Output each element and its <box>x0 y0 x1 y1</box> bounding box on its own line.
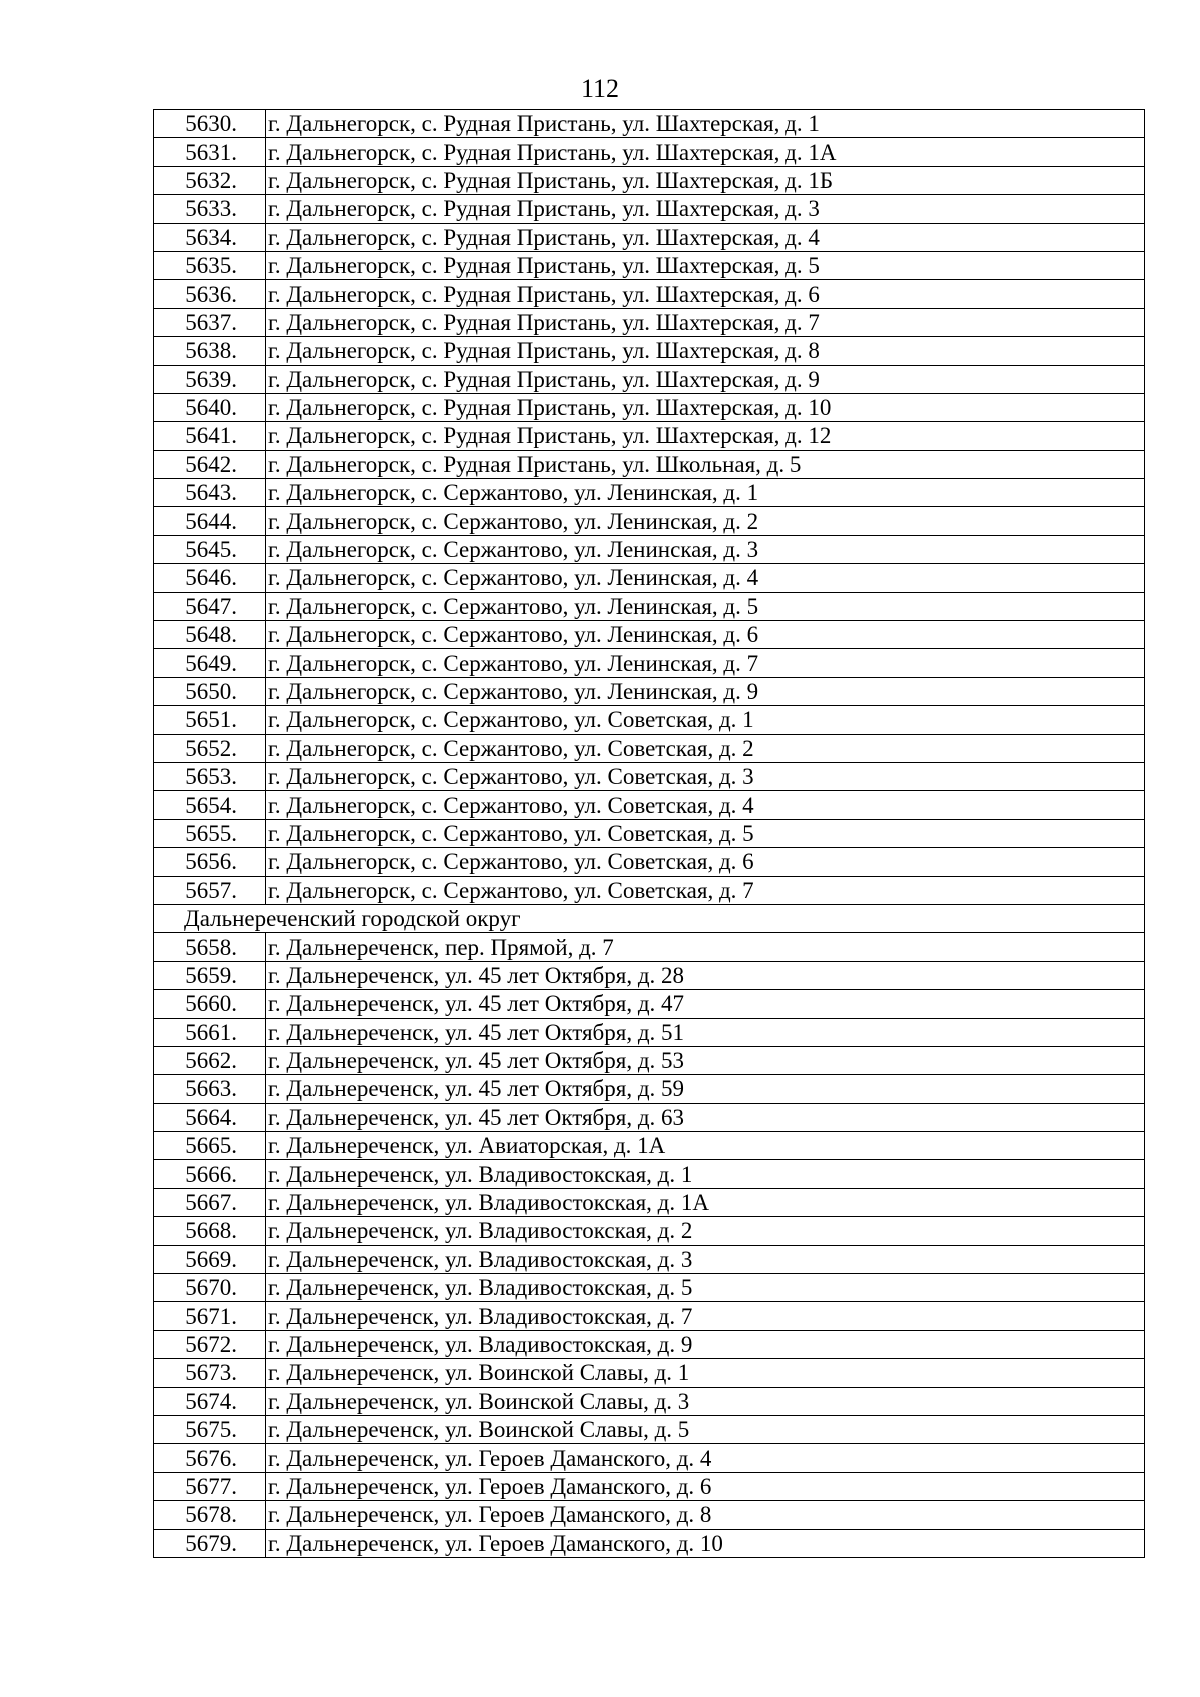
row-number: 5646. <box>154 564 266 592</box>
table-row <box>154 621 1145 649</box>
row-address: г. Дальнегорск, с. Сержантово, ул. Ленинская, д. 9 <box>266 677 1145 705</box>
row-number: 5639. <box>154 365 266 393</box>
row-number: 5645. <box>154 535 266 563</box>
row-address: г. Дальнереченск, ул. Владивостокская, д. 2 <box>266 1217 1145 1245</box>
table-row <box>154 1330 1145 1358</box>
table-row <box>154 1046 1145 1074</box>
row-address: г. Дальнереченск, ул. Владивостокская, д. 7 <box>266 1302 1145 1330</box>
table-body <box>154 110 1145 1558</box>
table-row <box>154 1245 1145 1273</box>
table-row <box>154 251 1145 279</box>
row-number: 5666. <box>154 1160 266 1188</box>
row-address: г. Дальнегорск, с. Сержантово, ул. Советская, д. 3 <box>266 762 1145 790</box>
table-row <box>154 223 1145 251</box>
row-number: 5665. <box>154 1132 266 1160</box>
row-number: 5654. <box>154 791 266 819</box>
row-number: 5668. <box>154 1217 266 1245</box>
row-address: г. Дальнереченск, пер. Прямой, д. 7 <box>266 933 1145 961</box>
table-row <box>154 1160 1145 1188</box>
table-row <box>154 422 1145 450</box>
table-row <box>154 337 1145 365</box>
row-number: 5648. <box>154 621 266 649</box>
table-row <box>154 393 1145 421</box>
row-number: 5671. <box>154 1302 266 1330</box>
row-address: г. Дальнереченск, ул. Героев Даманского, д. 4 <box>266 1444 1145 1472</box>
row-number: 5669. <box>154 1245 266 1273</box>
row-number: 5632. <box>154 166 266 194</box>
row-number: 5661. <box>154 1018 266 1046</box>
row-address: г. Дальнегорск, с. Рудная Пристань, ул. Школьная, д. 5 <box>266 450 1145 478</box>
row-address: г. Дальнегорск, с. Рудная Пристань, ул. Шахтерская, д. 3 <box>266 195 1145 223</box>
table-row <box>154 706 1145 734</box>
table-row <box>154 1501 1145 1529</box>
row-number: 5676. <box>154 1444 266 1472</box>
row-number: 5649. <box>154 649 266 677</box>
row-address: г. Дальнереченск, ул. Героев Даманского, д. 6 <box>266 1472 1145 1500</box>
table-row <box>154 734 1145 762</box>
row-address: г. Дальнегорск, с. Сержантово, ул. Советская, д. 7 <box>266 876 1145 904</box>
row-number: 5673. <box>154 1359 266 1387</box>
table-row <box>154 110 1145 138</box>
table-row <box>154 365 1145 393</box>
section-title: Дальнереченский городской округ <box>154 904 1145 932</box>
row-address: г. Дальнереченск, ул. Воинской Славы, д. 1 <box>266 1359 1145 1387</box>
table-row <box>154 1359 1145 1387</box>
row-number: 5672. <box>154 1330 266 1358</box>
row-number: 5659. <box>154 961 266 989</box>
row-address: г. Дальнереченск, ул. Авиаторская, д. 1А <box>266 1132 1145 1160</box>
table-row <box>154 280 1145 308</box>
table-row <box>154 762 1145 790</box>
table-row <box>154 1302 1145 1330</box>
table-row <box>154 450 1145 478</box>
row-number: 5650. <box>154 677 266 705</box>
table-row <box>154 1018 1145 1046</box>
table-row <box>154 1415 1145 1443</box>
row-number: 5662. <box>154 1046 266 1074</box>
table-row <box>154 1387 1145 1415</box>
row-address: г. Дальнереченск, ул. Владивостокская, д. 1А <box>266 1188 1145 1216</box>
row-number: 5653. <box>154 762 266 790</box>
row-address: г. Дальнегорск, с. Сержантово, ул. Ленинская, д. 4 <box>266 564 1145 592</box>
table-row <box>154 1472 1145 1500</box>
row-address: г. Дальнегорск, с. Сержантово, ул. Советская, д. 2 <box>266 734 1145 762</box>
row-address: г. Дальнегорск, с. Сержантово, ул. Ленинская, д. 2 <box>266 507 1145 535</box>
row-address: г. Дальнегорск, с. Рудная Пристань, ул. Шахтерская, д. 12 <box>266 422 1145 450</box>
row-number: 5677. <box>154 1472 266 1500</box>
row-number: 5674. <box>154 1387 266 1415</box>
row-address: г. Дальнереченск, ул. Владивостокская, д. 9 <box>266 1330 1145 1358</box>
row-number: 5634. <box>154 223 266 251</box>
row-number: 5635. <box>154 251 266 279</box>
row-number: 5643. <box>154 479 266 507</box>
row-address: г. Дальнегорск, с. Сержантово, ул. Ленинская, д. 3 <box>266 535 1145 563</box>
table-row <box>154 649 1145 677</box>
row-address: г. Дальнегорск, с. Рудная Пристань, ул. Шахтерская, д. 7 <box>266 308 1145 336</box>
table-row <box>154 961 1145 989</box>
table-row <box>154 848 1145 876</box>
page-number: 112 <box>580 74 620 103</box>
row-address: г. Дальнегорск, с. Рудная Пристань, ул. Шахтерская, д. 8 <box>266 337 1145 365</box>
table-row <box>154 592 1145 620</box>
table-row <box>154 1188 1145 1216</box>
row-number: 5633. <box>154 195 266 223</box>
row-address: г. Дальнегорск, с. Сержантово, ул. Ленинская, д. 5 <box>266 592 1145 620</box>
row-number: 5636. <box>154 280 266 308</box>
row-number: 5630. <box>154 110 266 138</box>
row-address: г. Дальнегорск, с. Рудная Пристань, ул. Шахтерская, д. 1А <box>266 138 1145 166</box>
table-row <box>154 166 1145 194</box>
table-row <box>154 876 1145 904</box>
row-number: 5679. <box>154 1529 266 1557</box>
row-address: г. Дальнереченск, ул. 45 лет Октября, д. 51 <box>266 1018 1145 1046</box>
row-number: 5663. <box>154 1075 266 1103</box>
row-number: 5675. <box>154 1415 266 1443</box>
row-number: 5640. <box>154 393 266 421</box>
table-row <box>154 1075 1145 1103</box>
row-number: 5651. <box>154 706 266 734</box>
row-number: 5638. <box>154 337 266 365</box>
table-row <box>154 479 1145 507</box>
address-registry-table <box>153 109 1145 1558</box>
row-address: г. Дальнереченск, ул. 45 лет Октября, д. 53 <box>266 1046 1145 1074</box>
table-row <box>154 819 1145 847</box>
row-number: 5664. <box>154 1103 266 1131</box>
row-address: г. Дальнегорск, с. Сержантово, ул. Ленинская, д. 6 <box>266 621 1145 649</box>
row-number: 5641. <box>154 422 266 450</box>
row-address: г. Дальнереченск, ул. Героев Даманского, д. 8 <box>266 1501 1145 1529</box>
row-number: 5658. <box>154 933 266 961</box>
row-address: г. Дальнегорск, с. Сержантово, ул. Советская, д. 6 <box>266 848 1145 876</box>
table-row <box>154 1132 1145 1160</box>
row-address: г. Дальнереченск, ул. Воинской Славы, д. 5 <box>266 1415 1145 1443</box>
table-row <box>154 507 1145 535</box>
row-address: г. Дальнегорск, с. Рудная Пристань, ул. Шахтерская, д. 1Б <box>266 166 1145 194</box>
table-row <box>154 535 1145 563</box>
row-number: 5678. <box>154 1501 266 1529</box>
row-number: 5657. <box>154 876 266 904</box>
row-number: 5647. <box>154 592 266 620</box>
table-row <box>154 933 1145 961</box>
row-address: г. Дальнереченск, ул. 45 лет Октября, д. 28 <box>266 961 1145 989</box>
row-number: 5667. <box>154 1188 266 1216</box>
row-address: г. Дальнереченск, ул. Владивостокская, д. 3 <box>266 1245 1145 1273</box>
row-number: 5660. <box>154 990 266 1018</box>
row-number: 5644. <box>154 507 266 535</box>
row-address: г. Дальнегорск, с. Рудная Пристань, ул. Шахтерская, д. 5 <box>266 251 1145 279</box>
row-number: 5631. <box>154 138 266 166</box>
row-number: 5670. <box>154 1274 266 1302</box>
row-address: г. Дальнегорск, с. Сержантово, ул. Советская, д. 1 <box>266 706 1145 734</box>
row-address: г. Дальнегорск, с. Сержантово, ул. Советская, д. 4 <box>266 791 1145 819</box>
row-number: 5656. <box>154 848 266 876</box>
table-row <box>154 1103 1145 1131</box>
row-number: 5652. <box>154 734 266 762</box>
row-address: г. Дальнереченск, ул. Владивостокская, д. 1 <box>266 1160 1145 1188</box>
row-number: 5655. <box>154 819 266 847</box>
table-row <box>154 791 1145 819</box>
table-row <box>154 308 1145 336</box>
row-address: г. Дальнереченск, ул. 45 лет Октября, д. 63 <box>266 1103 1145 1131</box>
table-row <box>154 1444 1145 1472</box>
table-row <box>154 1217 1145 1245</box>
row-address: г. Дальнегорск, с. Рудная Пристань, ул. Шахтерская, д. 4 <box>266 223 1145 251</box>
table-row <box>154 677 1145 705</box>
row-address: г. Дальнереченск, ул. 45 лет Октября, д. 59 <box>266 1075 1145 1103</box>
row-address: г. Дальнегорск, с. Рудная Пристань, ул. Шахтерская, д. 1 <box>266 110 1145 138</box>
row-address: г. Дальнегорск, с. Рудная Пристань, ул. Шахтерская, д. 10 <box>266 393 1145 421</box>
row-address: г. Дальнереченск, ул. Героев Даманского, д. 10 <box>266 1529 1145 1557</box>
row-number: 5637. <box>154 308 266 336</box>
row-address: г. Дальнегорск, с. Сержантово, ул. Ленинская, д. 1 <box>266 479 1145 507</box>
section-header-row <box>154 904 1145 932</box>
table-row <box>154 195 1145 223</box>
row-address: г. Дальнегорск, с. Сержантово, ул. Советская, д. 5 <box>266 819 1145 847</box>
row-address: г. Дальнереченск, ул. Владивостокская, д. 5 <box>266 1274 1145 1302</box>
row-address: г. Дальнегорск, с. Рудная Пристань, ул. Шахтерская, д. 9 <box>266 365 1145 393</box>
row-number: 5642. <box>154 450 266 478</box>
row-address: г. Дальнегорск, с. Рудная Пристань, ул. Шахтерская, д. 6 <box>266 280 1145 308</box>
table-row <box>154 990 1145 1018</box>
table-row <box>154 1529 1145 1557</box>
row-address: г. Дальнегорск, с. Сержантово, ул. Ленинская, д. 7 <box>266 649 1145 677</box>
table-row <box>154 564 1145 592</box>
table-row <box>154 138 1145 166</box>
row-address: г. Дальнереченск, ул. 45 лет Октября, д. 47 <box>266 990 1145 1018</box>
table-row <box>154 1274 1145 1302</box>
row-address: г. Дальнереченск, ул. Воинской Славы, д. 3 <box>266 1387 1145 1415</box>
